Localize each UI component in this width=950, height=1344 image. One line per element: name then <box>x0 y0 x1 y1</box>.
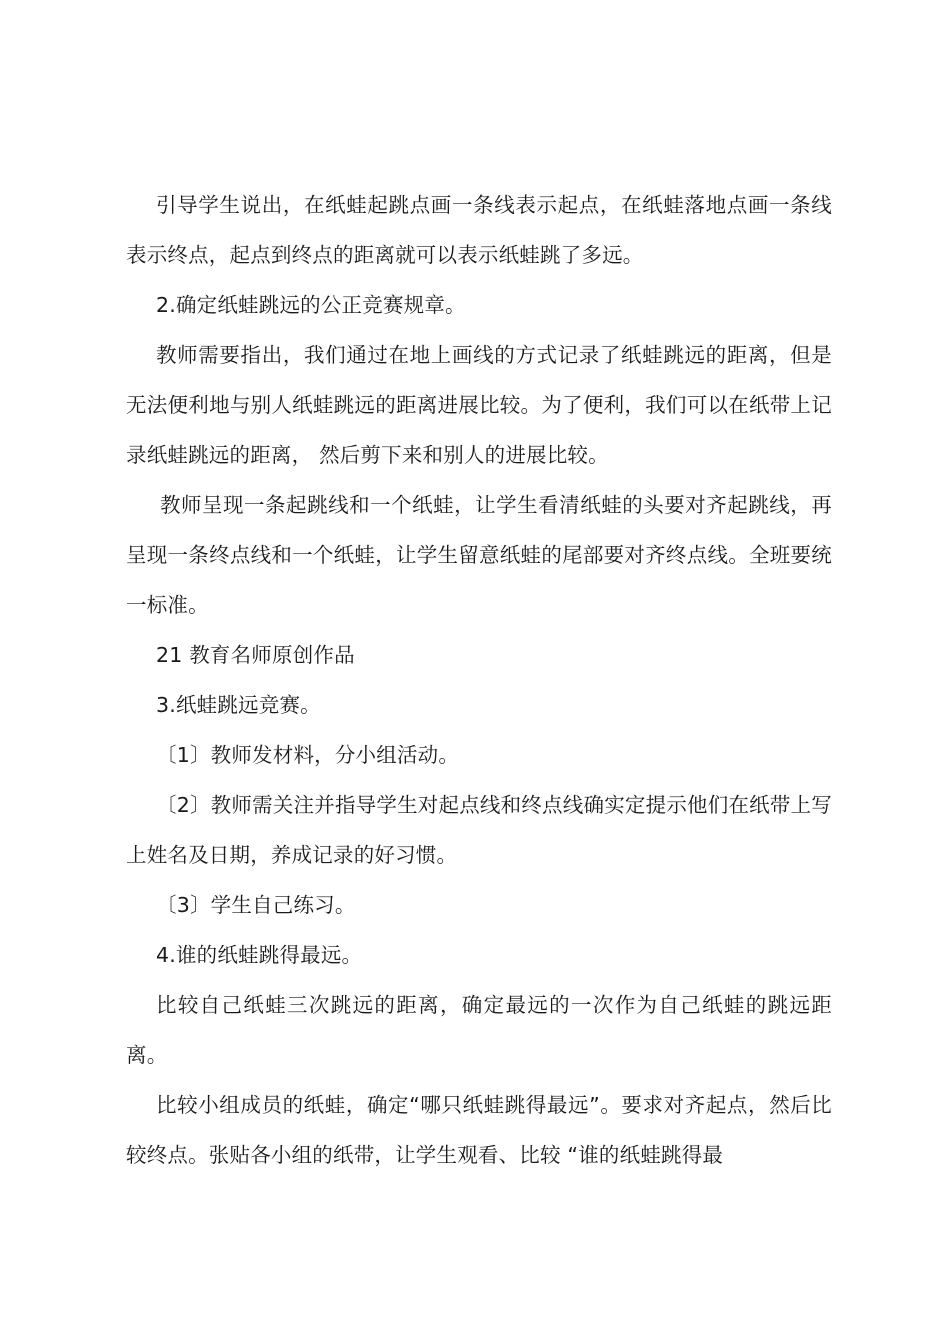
paragraph-compare-group: 比较小组成员的纸蛙，确定“哪只纸蛙跳得最远”。要求对齐起点，然后比较终点。张贴各小组的纸带，让学生观看、比较 “谁的纸蛙跳得最 <box>126 1093 832 1167</box>
paragraph-heading-rules: 2.确定纸蛙跳远的公正竞赛规章。 <box>156 293 466 317</box>
paragraph-guide-students: 引导学生说出，在纸蛙起跳点画一条线表示起点，在纸蛙落地点画一条线表示终点，起点到终点的距离就可以表示纸蛙跳了多远。 <box>126 193 832 267</box>
paragraph-teacher-points-out: 教师需要指出，我们通过在地上画线的方式记录了纸蛙跳远的距离，但是无法便利地与别人纸蛙跳远的距离进展比较。为了便利，我们可以在纸带上记录纸蛙跳远的距离， 然后剪下来和别人的进展比较。 <box>126 343 832 467</box>
paragraph-heading-farthest: 4.谁的纸蛙跳得最远。 <box>156 943 363 967</box>
paragraph-step-1: 〔1〕教师发材料，分小组活动。 <box>156 743 460 767</box>
paragraph-heading-competition: 3.纸蛙跳远竞赛。 <box>156 693 321 717</box>
paragraph-step-2: 〔2〕教师需关注并指导学生对起点线和终点线确实定提示他们在纸带上写上姓名及日期，养成记录的好习惯。 <box>126 793 832 867</box>
paragraph-teacher-demonstrates: 教师呈现一条起跳线和一个纸蛙，让学生看清纸蛙的头要对齐起跳线，再呈现一条终点线和一个纸蛙，让学生留意纸蛙的尾部要对齐终点线。全班要统一标准。 <box>126 493 832 617</box>
paragraph-step-3: 〔3〕学生自己练习。 <box>156 893 356 917</box>
document-body <box>126 180 832 1180</box>
paragraph-compare-self: 比较自己纸蛙三次跳远的距离，确定最远的一次作为自己纸蛙的跳远距离。 <box>126 993 832 1067</box>
paragraph-watermark-line: 21 教育名师原创作品 <box>156 643 355 667</box>
